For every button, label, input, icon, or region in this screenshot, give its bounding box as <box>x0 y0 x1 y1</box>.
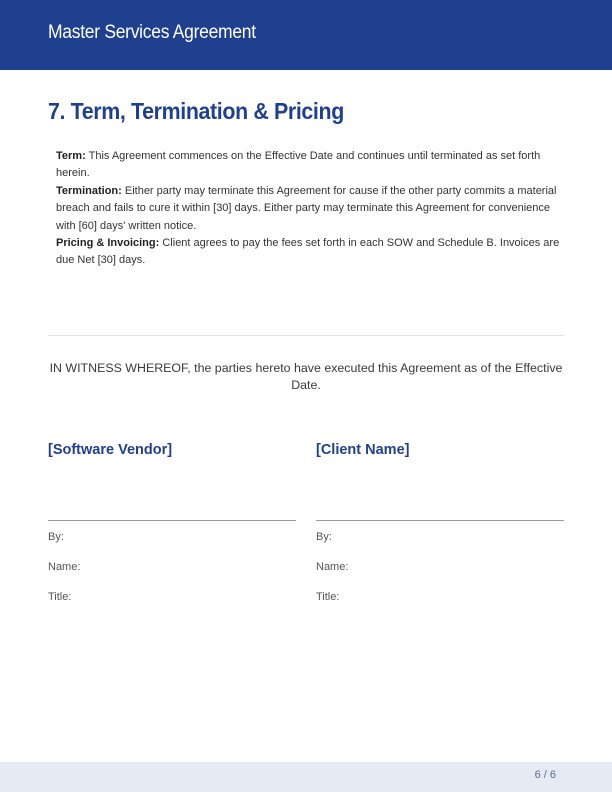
clause-label: Termination: <box>56 184 122 197</box>
name-field-label: Name: <box>48 561 81 573</box>
clause-label: Pricing & Invoicing: <box>56 237 160 250</box>
clause-text: Client agrees to pay the fees set forth in each SOW and Schedule B. Invoices are due Net [30] days. <box>56 237 560 267</box>
signature-line[interactable] <box>316 520 564 521</box>
witness-statement: IN WITNESS WHEREOF, the parties hereto have executed this Agreement as of the Effective Date. <box>49 361 563 392</box>
clause-label: Term: <box>56 150 86 162</box>
section-divider <box>48 335 564 336</box>
name-field-label: Name: <box>316 561 349 573</box>
document-title: Master Services Agreement <box>48 22 256 43</box>
party-name: [Client Name] <box>316 442 410 458</box>
title-field-label: Title: <box>316 591 340 603</box>
section-heading: 7. Term, Termination & Pricing <box>48 98 344 124</box>
clause-text: Either party may terminate this Agreement for cause if the other party commits a material breach and fails to cure it within [30] days. Either party may terminate this Agreement for convenience with [60] days' written notice. <box>56 184 557 232</box>
by-field-label: By: <box>316 531 332 543</box>
page-number: 6 / 6 <box>534 769 556 781</box>
signature-block-vendor <box>48 440 296 603</box>
title-field-label: Title: <box>48 591 72 603</box>
by-field-label: By: <box>48 531 64 543</box>
clause-termination <box>56 183 560 235</box>
clause-text: This Agreement commences on the Effective Date and continues until terminated as set forth herein. <box>56 150 541 180</box>
party-name: [Software Vendor] <box>48 442 173 458</box>
signature-block-client <box>316 440 564 603</box>
clause-list <box>56 148 560 270</box>
clause-pricing <box>56 235 560 270</box>
clause-term <box>56 148 560 183</box>
signature-line[interactable] <box>48 520 296 521</box>
footer-bar <box>0 762 612 792</box>
header-bar <box>0 0 612 70</box>
